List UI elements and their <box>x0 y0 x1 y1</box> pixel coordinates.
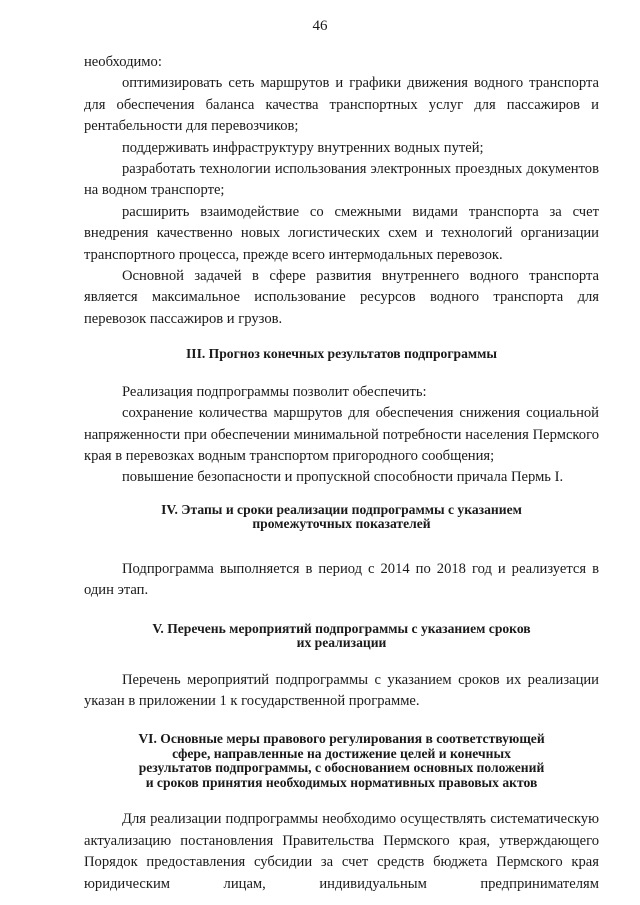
section-heading-4 <box>84 503 599 532</box>
heading-line: сфере, направленные на достижение целей и конечных <box>172 745 511 761</box>
heading-line: и сроков принятия необходимых нормативных правовых актов <box>145 774 538 790</box>
heading-line: результатов подпрограммы, с обоснованием основных положений <box>138 760 545 776</box>
paragraph: Реализация подпрограммы позволит обеспечить: <box>122 383 427 400</box>
page-content <box>84 52 599 895</box>
paragraph: поддерживать инфраструктуру внутренних водных путей; <box>122 139 484 156</box>
paragraph: Основной задачей в сфере развития внутреннего водного транспорта является максимальное использование ресурсов водного транспорта для перевозок пассажиров и грузов. <box>84 268 599 327</box>
paragraph: Подпрограмма выполняется в период с 2014 по 2018 год и реализуется в один этап. <box>84 560 599 599</box>
heading-line: III. Прогноз конечных результатов подпрограммы <box>185 346 498 362</box>
paragraph: расширить взаимодействие со смежными видами транспорта за счет внедрения качественно новых логистических схем и технологий организации транспортного процесса, прежде всего интермодальных перевозок. <box>84 203 599 263</box>
heading-line: IV. Этапы и сроки реализации подпрограммы с указанием <box>161 501 522 517</box>
section-heading-3 <box>84 347 599 362</box>
section-heading-6 <box>84 732 599 790</box>
paragraph: сохранение количества маршрутов для обеспечения снижения социальной напряженности при обеспечении минимальной потребности населения Пермского края в перевозках водным транспортом пригородного сообщения; <box>84 405 599 464</box>
heading-line: VI. Основные меры правового регулирования в соответствующей <box>138 731 545 747</box>
paragraph: Перечень мероприятий подпрограммы с указанием сроков их реализации указан в приложении 1 к государственной программе. <box>84 671 599 710</box>
page-number: 46 <box>312 18 328 34</box>
paragraph: оптимизировать сеть маршрутов и графики движения водного транспорта для обеспечения баланса качества транспортных услуг для пассажиров и рентабельности для перевозчиков; <box>84 75 599 135</box>
paragraph: разработать технологии использования электронных проездных документов на водном транспорте; <box>84 161 599 199</box>
paragraph: необходимо: <box>84 54 162 70</box>
paragraph: Для реализации подпрограммы необходимо осуществлять систематическую актуализацию постановления Правительства Пермского края, утверждающего Порядок предоставления субсидии за счет средств бюджета Пермского края юридическим лицам, индивидуальным предпринимателям <box>84 811 599 892</box>
heading-line: V. Перечень мероприятий подпрограммы с указанием сроков <box>152 620 531 636</box>
heading-line: промежуточных показателей <box>252 516 431 532</box>
section-heading-5 <box>84 622 599 651</box>
paragraph: повышение безопасности и пропускной способности причала Пермь I. <box>122 469 564 486</box>
heading-line: их реализации <box>296 635 387 651</box>
